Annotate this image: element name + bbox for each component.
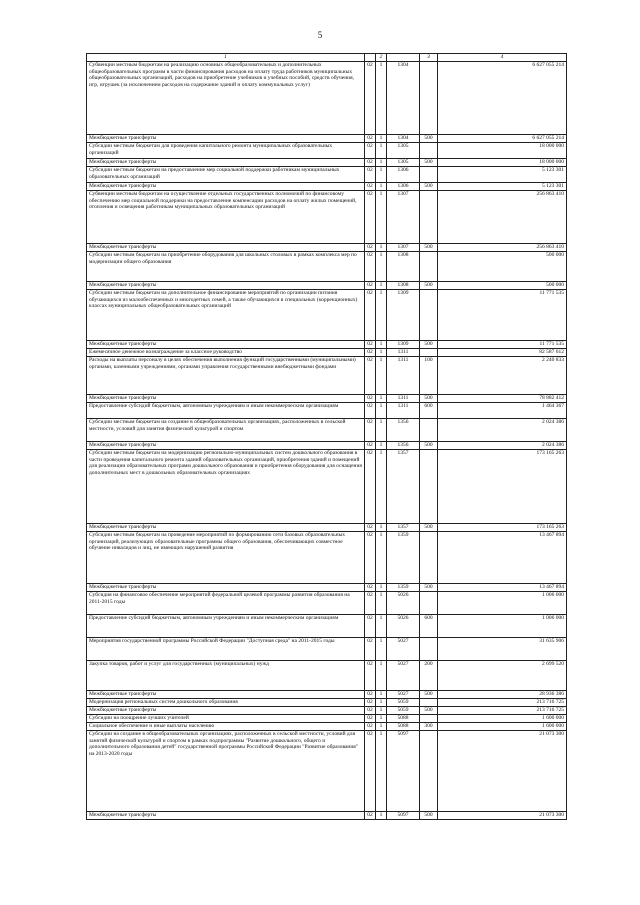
table-row	[87, 731, 567, 812]
row-sum: 2 240 833	[438, 357, 567, 395]
row-name: Субсидии местным бюджетам на модернизацию регионально-муниципальных систем дошкольного образования в части проведения капитального ремонта зданий образовательных организаций, приобретения зданий и помещений для реализации образовательных программ дошкольного образования и приобретения оборудования для оснащения дополнительных мест в дошкольных образовательных организациях	[87, 450, 365, 524]
table-row	[87, 341, 567, 349]
row-expense-type	[420, 638, 438, 661]
table-row	[87, 349, 567, 357]
row-expense-type	[420, 592, 438, 615]
table-row	[87, 723, 567, 731]
row-sum: 21 073 300	[438, 812, 567, 820]
row-expense-type: 300	[420, 723, 438, 731]
row-item-code: 5059	[387, 707, 420, 715]
row-name: Субсидии местным бюджетам для проведения капитального ремонта муниципальных образовательных организаций	[87, 143, 365, 159]
row-expense-type: 500	[420, 341, 438, 349]
row-item-code: 1305	[387, 159, 420, 167]
row-sum: 1 600 000	[438, 715, 567, 723]
table-row	[87, 159, 567, 167]
row-section: 02	[365, 159, 376, 167]
table-row	[87, 143, 567, 159]
row-item-code: 5097	[387, 812, 420, 820]
row-expense-type: 600	[420, 403, 438, 419]
table-row	[87, 244, 567, 252]
row-name: Межбюджетные трансферты	[87, 395, 365, 403]
row-name: Субсидии местным бюджетам на приобретение оборудования для школьных столовых в рамках комплекса мер по модернизации общего образования	[87, 252, 365, 282]
row-subsection: 1	[376, 524, 387, 532]
row-section: 02	[365, 731, 376, 812]
row-item-code: 1307	[387, 244, 420, 252]
header-col-item	[387, 54, 420, 62]
page-number: 5	[317, 30, 323, 40]
row-subsection: 1	[376, 450, 387, 524]
row-item-code: 1357	[387, 450, 420, 524]
row-expense-type: 500	[420, 691, 438, 699]
row-name: Субсидия на финансовое обеспечение мероприятий федеральной целевой программы развития образования на 2011-2015 годы	[87, 592, 365, 615]
row-expense-type	[420, 167, 438, 183]
row-section: 02	[365, 62, 376, 135]
row-expense-type	[420, 450, 438, 524]
table-row	[87, 191, 567, 244]
row-subsection: 1	[376, 357, 387, 395]
row-section: 02	[365, 715, 376, 723]
header-col-sum: 4	[438, 54, 567, 62]
table-row	[87, 395, 567, 403]
row-item-code: 1309	[387, 290, 420, 341]
row-subsection: 1	[376, 159, 387, 167]
row-section: 02	[365, 812, 376, 820]
row-section: 02	[365, 143, 376, 159]
row-subsection: 1	[376, 395, 387, 403]
row-sum: 11 771 535	[438, 341, 567, 349]
row-section: 02	[365, 282, 376, 290]
row-expense-type: 500	[420, 183, 438, 191]
row-expense-type: 500	[420, 812, 438, 820]
row-sum: 2 699 520	[438, 661, 567, 691]
row-section: 02	[365, 167, 376, 183]
row-section: 02	[365, 723, 376, 731]
row-item-code: 1304	[387, 62, 420, 135]
row-name: Межбюджетные трансферты	[87, 341, 365, 349]
row-section: 02	[365, 707, 376, 715]
row-section: 02	[365, 349, 376, 357]
row-item-code: 1305	[387, 143, 420, 159]
row-section: 02	[365, 252, 376, 282]
row-sum: 6 627 055 214	[438, 135, 567, 143]
row-item-code: 1307	[387, 191, 420, 244]
row-subsection: 1	[376, 403, 387, 419]
table-row	[87, 290, 567, 341]
table-header-row	[87, 54, 567, 62]
row-name: Субсидии на поощрение лучших учителей	[87, 715, 365, 723]
row-subsection: 1	[376, 282, 387, 290]
row-sum: 28 936 386	[438, 691, 567, 699]
row-expense-type: 100	[420, 357, 438, 395]
row-section: 02	[365, 357, 376, 395]
row-section: 02	[365, 403, 376, 419]
row-sum: 5 123 301	[438, 183, 567, 191]
row-sum: 1 600 000	[438, 723, 567, 731]
row-subsection: 1	[376, 715, 387, 723]
row-section: 02	[365, 615, 376, 638]
row-expense-type	[420, 290, 438, 341]
row-item-code: 5026	[387, 615, 420, 638]
row-expense-type: 200	[420, 661, 438, 691]
row-expense-type	[420, 62, 438, 135]
row-section: 02	[365, 592, 376, 615]
row-item-code: 1309	[387, 341, 420, 349]
row-item-code: 5027	[387, 661, 420, 691]
row-subsection: 1	[376, 252, 387, 282]
row-name: Мероприятия государственной программы Российской Федерации "Доступная среда" на 2011-2015 годы	[87, 638, 365, 661]
table-row	[87, 450, 567, 524]
row-item-code: 5097	[387, 731, 420, 812]
row-name: Субсидии местным бюджетам на дополнительное финансирование мероприятий по организации питания обучающихся из малообеспеченных и многодетных семей, а также обучающихся в специальных (коррекционных) классах муниципальных общеобразовательных организаций	[87, 290, 365, 341]
row-name: Межбюджетные трансферты	[87, 524, 365, 532]
table-row	[87, 135, 567, 143]
table-row	[87, 167, 567, 183]
row-name: Межбюджетные трансферты	[87, 584, 365, 592]
row-expense-type	[420, 252, 438, 282]
row-name: Субвенции местным бюджетам на осуществление отдельных государственных полномочий по финансовому обеспечению мер социальной поддержки на предоставление компенсации расходов на оплату жилых помещений, отопления и освещения работникам муниципальных образовательных организаций	[87, 191, 365, 244]
row-name: Субвенции местным бюджетам на реализацию основных общеобразовательных и дополнительных общеобразовательных программ в части финансирования расходов на оплату труда работников муниципальных общеобразовательных организаций, расходов на приобретение учебников и учебных пособий, средств обучения, игр, игрушек (за исключением расходов на содержание зданий и оплату коммунальных услуг)	[87, 62, 365, 135]
row-item-code: 1306	[387, 167, 420, 183]
row-sum: 256 863 410	[438, 244, 567, 252]
row-name: Субсидии на создание в общеобразовательных организациях, расположенных в сельской местности, условий для занятий физической культурой и спортом в рамках подпрограммы "Развитие дошкольного, общего и дополнительного образования детей" государственной программы Российской Федерации "Развитие образования" на 2013-2020 годы	[87, 731, 365, 812]
row-subsection: 1	[376, 290, 387, 341]
row-sum: 18 000 000	[438, 159, 567, 167]
row-section: 02	[365, 395, 376, 403]
row-sum: 500 000	[438, 282, 567, 290]
row-section: 02	[365, 699, 376, 707]
row-subsection: 1	[376, 691, 387, 699]
row-section: 02	[365, 532, 376, 584]
table-row	[87, 62, 567, 135]
row-sum: 78 882 412	[438, 395, 567, 403]
row-subsection: 1	[376, 584, 387, 592]
row-item-code: 1304	[387, 135, 420, 143]
table-row	[87, 532, 567, 584]
header-col-expense-type: 3	[420, 54, 438, 62]
header-col-section	[365, 54, 376, 62]
row-expense-type: 500	[420, 707, 438, 715]
row-expense-type: 500	[420, 584, 438, 592]
row-item-code: 1359	[387, 584, 420, 592]
row-name: Расходы на выплаты персоналу в целях обеспечения выполнения функций государственными (муниципальными) органами, казенными учреждениями, органами управления государственными внебюджетными фондами	[87, 357, 365, 395]
row-sum: 2 024 386	[438, 419, 567, 442]
table-row	[87, 282, 567, 290]
row-sum: 500 000	[438, 252, 567, 282]
table-row	[87, 661, 567, 691]
table-row	[87, 592, 567, 615]
row-subsection: 1	[376, 341, 387, 349]
row-expense-type: 600	[420, 615, 438, 638]
row-name: Межбюджетные трансферты	[87, 812, 365, 820]
row-name: Субсидии местным бюджетам на проведение мероприятий по формированию сети базовых образовательных организаций, реализующих образовательные программы общего образования, обеспечивающих совместное обучение инвалидов и лиц, не имеющих нарушений развития	[87, 532, 365, 584]
row-section: 02	[365, 341, 376, 349]
row-subsection: 1	[376, 812, 387, 820]
table-row	[87, 419, 567, 442]
row-sum: 11 771 535	[438, 290, 567, 341]
row-name: Межбюджетные трансферты	[87, 442, 365, 450]
row-sum: 173 165 263	[438, 524, 567, 532]
row-item-code: 1308	[387, 252, 420, 282]
budget-table	[86, 53, 567, 820]
row-name: Модернизация региональных систем дошкольного образования	[87, 699, 365, 707]
table-row	[87, 691, 567, 699]
row-item-code: 1306	[387, 183, 420, 191]
row-sum: 13 467 894	[438, 584, 567, 592]
header-col-name: 1	[87, 54, 365, 62]
row-item-code: 1311	[387, 395, 420, 403]
row-sum: 5 123 301	[438, 167, 567, 183]
row-name: Межбюджетные трансферты	[87, 183, 365, 191]
row-expense-type: 500	[420, 135, 438, 143]
row-section: 02	[365, 661, 376, 691]
table-row	[87, 812, 567, 820]
row-expense-type: 500	[420, 282, 438, 290]
row-sum: 18 000 000	[438, 143, 567, 159]
table-row	[87, 699, 567, 707]
row-expense-type	[420, 731, 438, 812]
row-item-code: 1356	[387, 419, 420, 442]
row-expense-type: 500	[420, 395, 438, 403]
row-expense-type: 500	[420, 524, 438, 532]
row-section: 02	[365, 450, 376, 524]
table-row	[87, 442, 567, 450]
row-sum: 1 464 367	[438, 403, 567, 419]
row-expense-type	[420, 349, 438, 357]
row-expense-type	[420, 699, 438, 707]
row-name: Предоставление субсидий бюджетным, автономным учреждениям и иным некоммерческим организациям	[87, 403, 365, 419]
row-item-code: 5026	[387, 592, 420, 615]
table-row	[87, 715, 567, 723]
row-subsection: 1	[376, 135, 387, 143]
row-subsection: 1	[376, 592, 387, 615]
row-sum: 82 587 612	[438, 349, 567, 357]
row-name: Межбюджетные трансферты	[87, 707, 365, 715]
table-row	[87, 357, 567, 395]
row-item-code: 1357	[387, 524, 420, 532]
row-subsection: 1	[376, 661, 387, 691]
row-section: 02	[365, 290, 376, 341]
row-subsection: 1	[376, 183, 387, 191]
row-sum: 21 073 300	[438, 731, 567, 812]
row-item-code: 5027	[387, 691, 420, 699]
row-sum: 213 716 725	[438, 699, 567, 707]
row-subsection: 1	[376, 167, 387, 183]
row-name: Закупка товаров, работ и услуг для государственных (муниципальных) нужд	[87, 661, 365, 691]
row-item-code: 5088	[387, 715, 420, 723]
row-section: 02	[365, 183, 376, 191]
row-expense-type	[420, 143, 438, 159]
row-subsection: 1	[376, 638, 387, 661]
row-sum: 173 165 263	[438, 450, 567, 524]
row-name: Межбюджетные трансферты	[87, 691, 365, 699]
table-row	[87, 584, 567, 592]
row-item-code: 1311	[387, 349, 420, 357]
row-name: Субсидии местным бюджетам на создание в общеобразовательных организациях, расположенных в сельской местности, условий для занятия физической культурой и спортом	[87, 419, 365, 442]
row-item-code: 5059	[387, 699, 420, 707]
row-subsection: 1	[376, 707, 387, 715]
table-row	[87, 183, 567, 191]
row-name: Межбюджетные трансферты	[87, 159, 365, 167]
row-section: 02	[365, 419, 376, 442]
row-subsection: 1	[376, 244, 387, 252]
row-subsection: 1	[376, 699, 387, 707]
row-expense-type	[420, 191, 438, 244]
row-sum: 256 863 410	[438, 191, 567, 244]
row-subsection: 1	[376, 615, 387, 638]
row-subsection: 1	[376, 143, 387, 159]
row-expense-type: 500	[420, 244, 438, 252]
row-subsection: 1	[376, 532, 387, 584]
table-row	[87, 403, 567, 419]
row-section: 02	[365, 584, 376, 592]
row-section: 02	[365, 244, 376, 252]
row-sum: 6 627 055 214	[438, 62, 567, 135]
row-sum: 213 716 725	[438, 707, 567, 715]
row-subsection: 1	[376, 731, 387, 812]
row-name: Межбюджетные трансферты	[87, 135, 365, 143]
row-name: Социальное обеспечение и иные выплаты населению	[87, 723, 365, 731]
row-name: Ежемесячное денежное вознаграждение за классное руководство	[87, 349, 365, 357]
row-item-code: 1311	[387, 403, 420, 419]
row-subsection: 1	[376, 419, 387, 442]
row-expense-type: 500	[420, 159, 438, 167]
row-item-code: 1356	[387, 442, 420, 450]
row-expense-type	[420, 715, 438, 723]
row-subsection: 1	[376, 191, 387, 244]
row-section: 02	[365, 691, 376, 699]
row-name: Межбюджетные трансферты	[87, 244, 365, 252]
row-item-code: 1359	[387, 532, 420, 584]
row-name: Субсидии местным бюджетам на предоставление мер социальной поддержки работникам муниципальных образовательных организаций	[87, 167, 365, 183]
row-sum: 13 467 894	[438, 532, 567, 584]
row-expense-type	[420, 532, 438, 584]
row-sum: 2 024 386	[438, 442, 567, 450]
row-item-code: 1308	[387, 282, 420, 290]
row-subsection: 1	[376, 349, 387, 357]
row-sum: 31 635 906	[438, 638, 567, 661]
table-row	[87, 615, 567, 638]
row-item-code: 1311	[387, 357, 420, 395]
row-section: 02	[365, 191, 376, 244]
row-name: Предоставление субсидий бюджетным, автономным учреждениям и иным некоммерческим организациям	[87, 615, 365, 638]
row-subsection: 1	[376, 62, 387, 135]
row-subsection: 1	[376, 723, 387, 731]
row-item-code: 5088	[387, 723, 420, 731]
row-name: Межбюджетные трансферты	[87, 282, 365, 290]
row-section: 02	[365, 135, 376, 143]
row-section: 02	[365, 524, 376, 532]
row-sum: 1 006 000	[438, 615, 567, 638]
row-expense-type	[420, 419, 438, 442]
row-item-code: 5027	[387, 638, 420, 661]
row-subsection: 1	[376, 442, 387, 450]
row-section: 02	[365, 442, 376, 450]
header-col-code: 2	[376, 54, 387, 62]
table-row	[87, 524, 567, 532]
row-expense-type: 500	[420, 442, 438, 450]
table-row	[87, 707, 567, 715]
row-section: 02	[365, 638, 376, 661]
row-sum: 1 006 000	[438, 592, 567, 615]
table-row	[87, 638, 567, 661]
table-row	[87, 252, 567, 282]
